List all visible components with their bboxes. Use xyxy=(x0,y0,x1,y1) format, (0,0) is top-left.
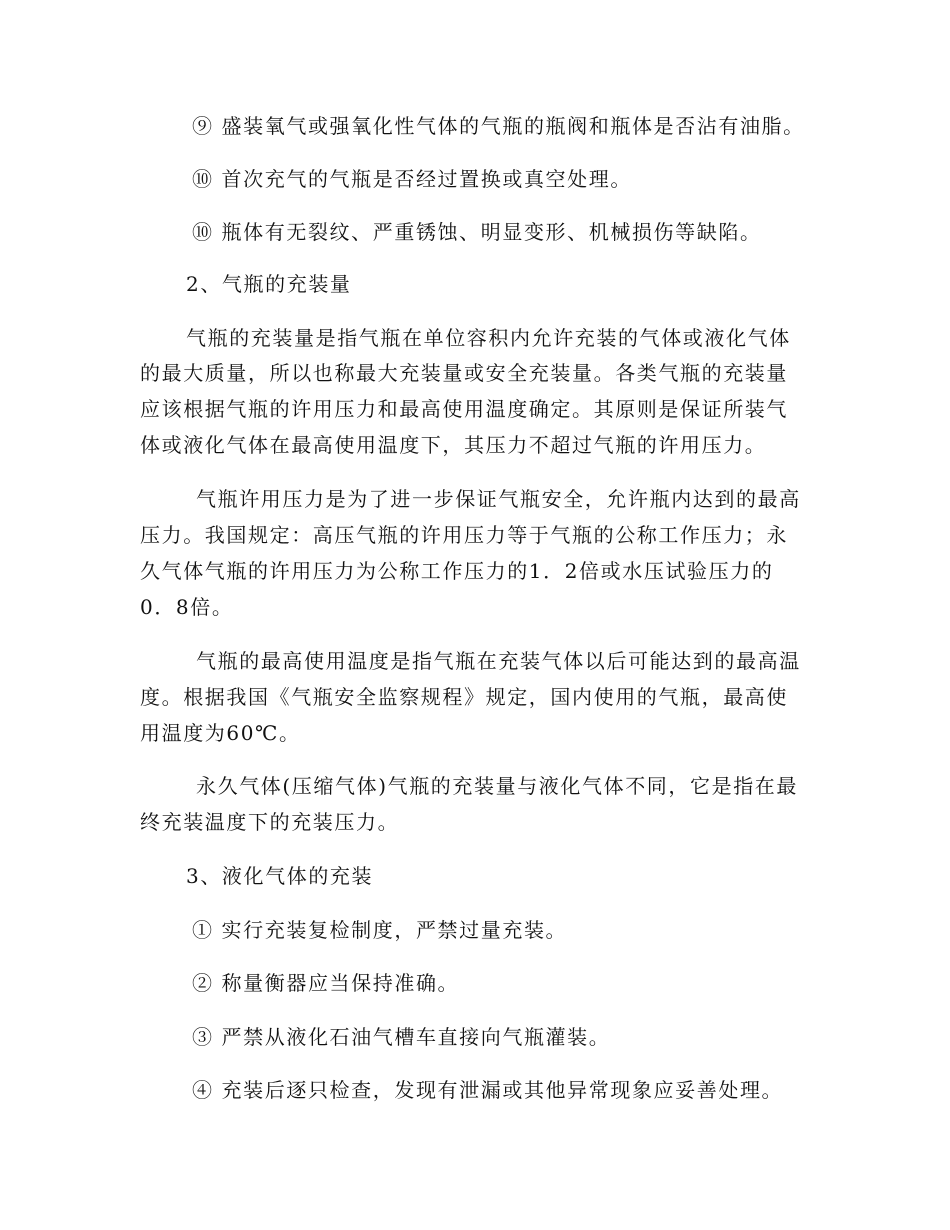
paragraph-line: 压力。我国规定：高压气瓶的许用压力等于气瓶的公称工作压力；永 xyxy=(140,523,788,547)
list-item: ⑨ 盛装氧气或强氧化性气体的气瓶的瓶阀和瓶体是否沾有油脂。 xyxy=(192,114,805,138)
paragraph-line: 0．8倍。 xyxy=(140,595,234,619)
paragraph-line: 气瓶的最高使用温度是指气瓶在充装气体以后可能达到的最高温 xyxy=(196,649,801,673)
paragraph-line: 度。根据我国《气瓶安全监察规程》规定，国内使用的气瓶，最高使 xyxy=(140,685,788,709)
paragraph-line: 的最大质量，所以也称最大充装量或安全充装量。各类气瓶的充装量 xyxy=(140,361,788,385)
paragraph-line: 终充装温度下的充装压力。 xyxy=(140,810,400,834)
paragraph-line: 体或液化气体在最高使用温度下，其压力不超过气瓶的许用压力。 xyxy=(140,433,767,457)
paragraph-line: 永久气体(压缩气体)气瓶的充装量与液化气体不同，它是指在最 xyxy=(196,774,799,798)
paragraph-line: 气瓶许用压力是为了进一步保证气瓶安全，允许瓶内达到的最高 xyxy=(196,487,801,511)
list-item: ① 实行充装复检制度，严禁过量充装。 xyxy=(192,918,568,942)
section-heading: 3、液化气体的充装 xyxy=(186,864,374,888)
paragraph-line: 应该根据气瓶的许用压力和最高使用温度确定。其原则是保证所装气 xyxy=(140,397,788,421)
list-item: ④ 充装后逐只检查，发现有泄漏或其他异常现象应妥善处理。 xyxy=(192,1078,784,1102)
paragraph-line: 气瓶的充装量是指气瓶在单位容积内允许充装的气体或液化气体 xyxy=(186,326,791,350)
paragraph-line: 久气体气瓶的许用压力为公称工作压力的1．2倍或水压试验压力的 xyxy=(140,559,774,583)
list-item: ② 称量衡器应当保持准确。 xyxy=(192,971,460,995)
list-item: ⑩ 瓶体有无裂纹、严重锈蚀、明显变形、机械损伤等缺陷。 xyxy=(192,220,762,244)
paragraph-line: 用温度为60℃。 xyxy=(140,721,301,745)
list-item: ③ 严禁从液化石油气槽车直接向气瓶灌装。 xyxy=(192,1025,611,1049)
list-item: ⑩ 首次充气的气瓶是否经过置换或真空处理。 xyxy=(192,167,632,191)
section-heading: 2、气瓶的充装量 xyxy=(186,272,352,296)
